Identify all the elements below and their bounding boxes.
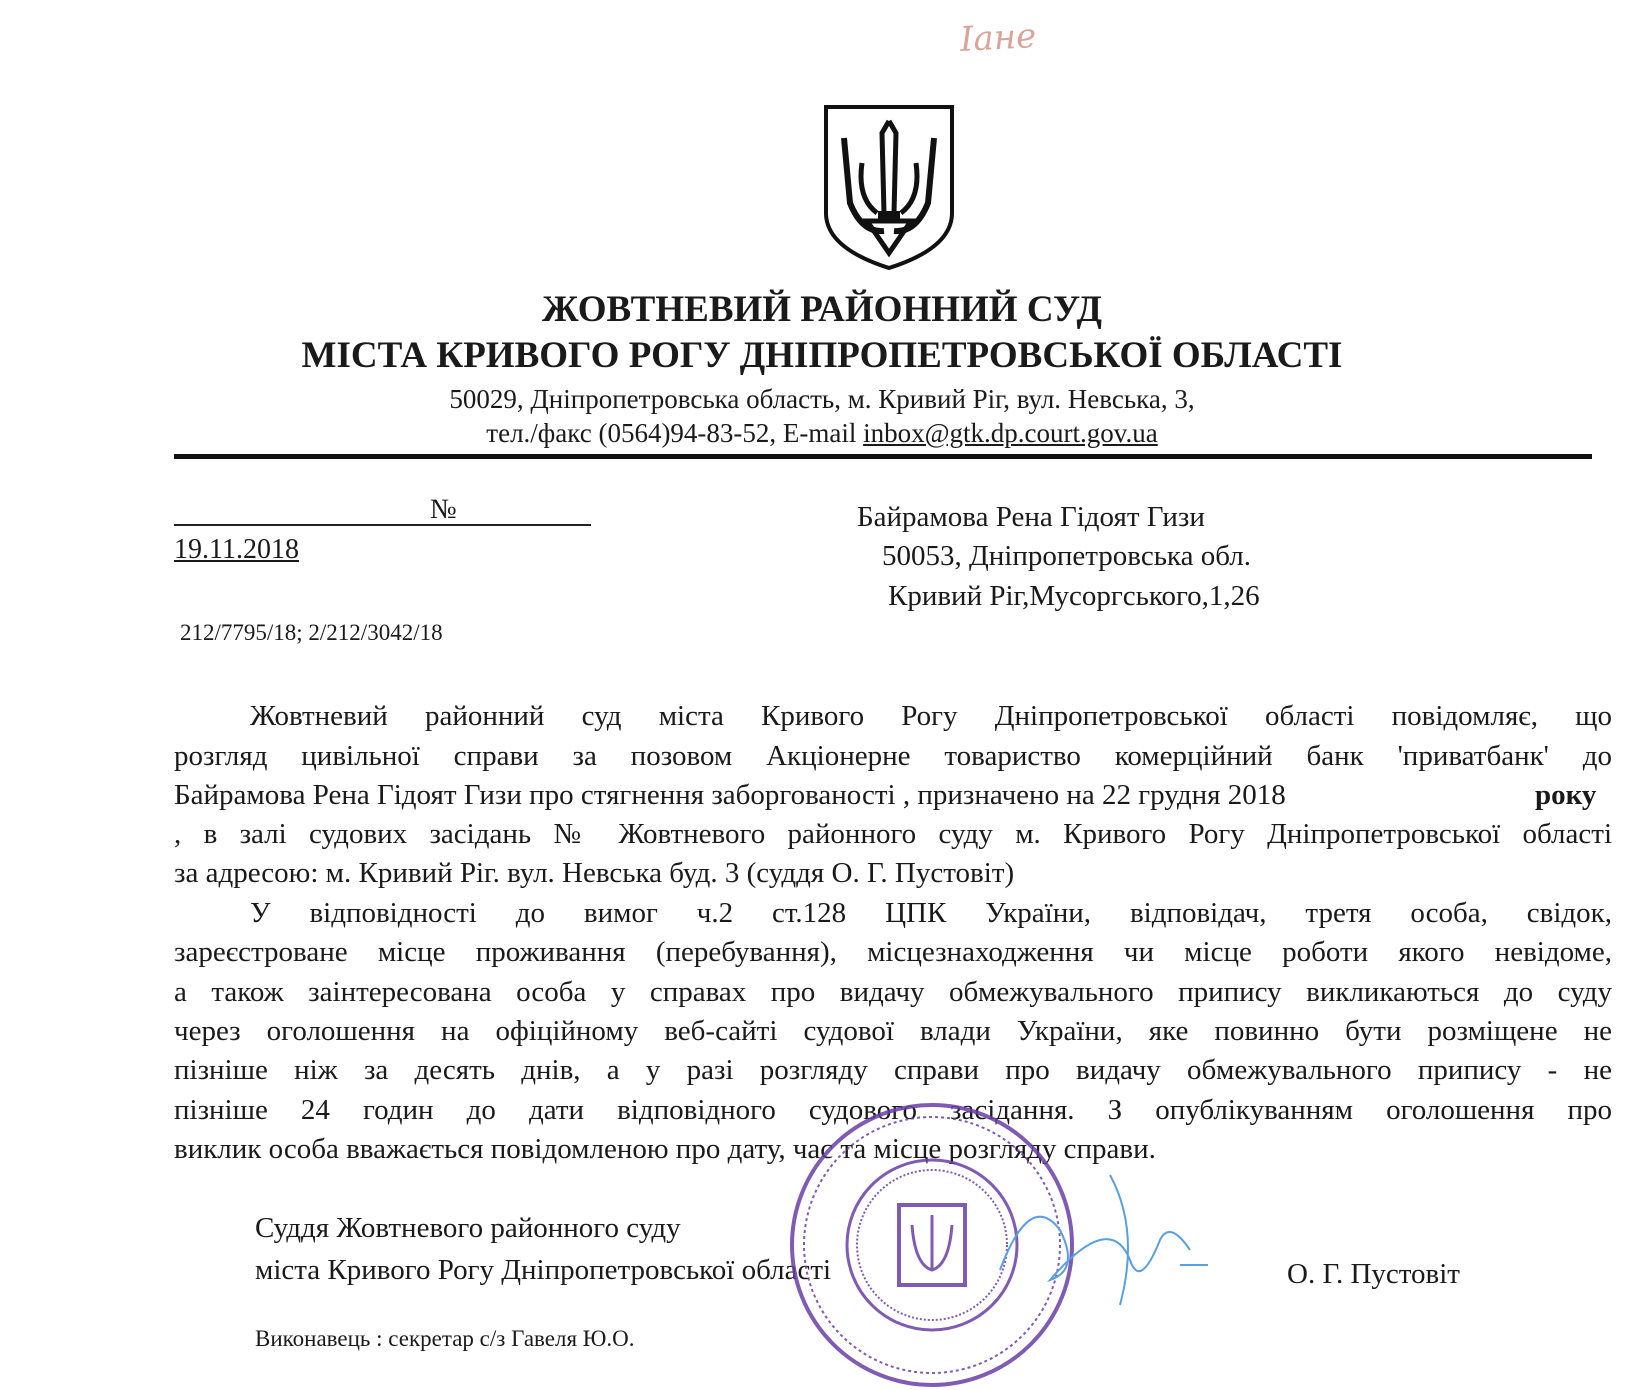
outgoing-number-line [174,524,591,526]
executor-line: Виконавець : секретар с/з Гавеля Ю.О. [255,1326,635,1351]
body-line: а також заінтересована особа у справах про видачу обмежувального припису викликаються до суду [174,976,1612,1008]
body-line: Байрамова Рена Гідоят Гизи про стягнення заборгованості , призначено на 22 грудня 2018 [174,779,1286,811]
court-contacts [0,418,1644,449]
body-line: , в залі судових засідань № Жовтневого районного суду м. Кривого Рогу Дніпропетровської області [174,818,1612,850]
signatory-name: О. Г. Пустовіт [1287,1258,1460,1290]
body-line: за адресою: м. Кривий Ріг. вул. Невська буд. 3 (суддя О. Г. Пустовіт) [174,857,1015,889]
recipient-address-line2: Кривий Ріг,Мусоргського,1,26 [888,580,1260,612]
body-line: У відповідності до вимог ч.2 ст.128 ЦПК України, відповідач, третя особа, свідок, [250,897,1612,929]
court-title-line2: МІСТА КРИВОГО РОГУ ДНІПРОПЕТРОВСЬКОЇ ОБЛАСТІ [301,335,1343,376]
signatory-position-line2: міста Кривого Рогу Дніпропетровської області [255,1254,832,1286]
court-title-line1: ЖОВТНЕВИЙ РАЙОННИЙ СУД [542,289,1102,330]
signature-scribble-icon [990,1170,1210,1310]
body-line: зареєстроване місце проживання (перебування), місцезнаходження чи місце роботи якого невідоме, [174,936,1612,968]
body-line: через оголошення на офіційному веб-сайті судової влади України, яке повинно бути розміщене не [174,1015,1612,1047]
handwritten-note: Іане [959,16,1038,60]
outgoing-number-sign: № [430,494,457,525]
signatory-position-line1: Суддя Жовтневого районного суду [255,1212,681,1244]
body-line: виклик особа вважається повідомленою про дату, час та місце розгляду справи. [174,1133,1156,1165]
header-divider [174,454,1592,459]
recipient-name: Байрамова Рена Гідоят Гизи [857,501,1205,533]
body-line: розгляд цивільної справи за позовом Акціонерне товариство комерційний банк 'приватбанк' до [174,740,1612,772]
court-email-link[interactable]: inbox@gtk.dp.court.gov.ua [863,418,1158,448]
contact-phone: тел./факс (0564)94-83-52, E-mail [486,418,864,448]
recipient-address-line1: 50053, Дніпропетровська обл. [882,540,1251,572]
body-line: пізніше 24 годин до дати відповідного судового засідання. З опублікуванням оголошення про [174,1094,1612,1126]
body-line: пізніше ніж за десять днів, а у разі розгляду справи про видачу обмежувального припису - не [174,1054,1612,1086]
coat-of-arms-icon [822,103,956,271]
body-line: Жовтневий районний суд міста Кривого Рогу Дніпропетровської області повідомляє, що [250,700,1612,732]
court-address: 50029, Дніпропетровська область, м. Кривий Ріг, вул. Невська, 3, [449,384,1195,414]
case-numbers: 212/7795/18; 2/212/3042/18 [180,620,443,645]
outgoing-date: 19.11.2018 [174,534,299,565]
year-word: року [1535,779,1597,811]
